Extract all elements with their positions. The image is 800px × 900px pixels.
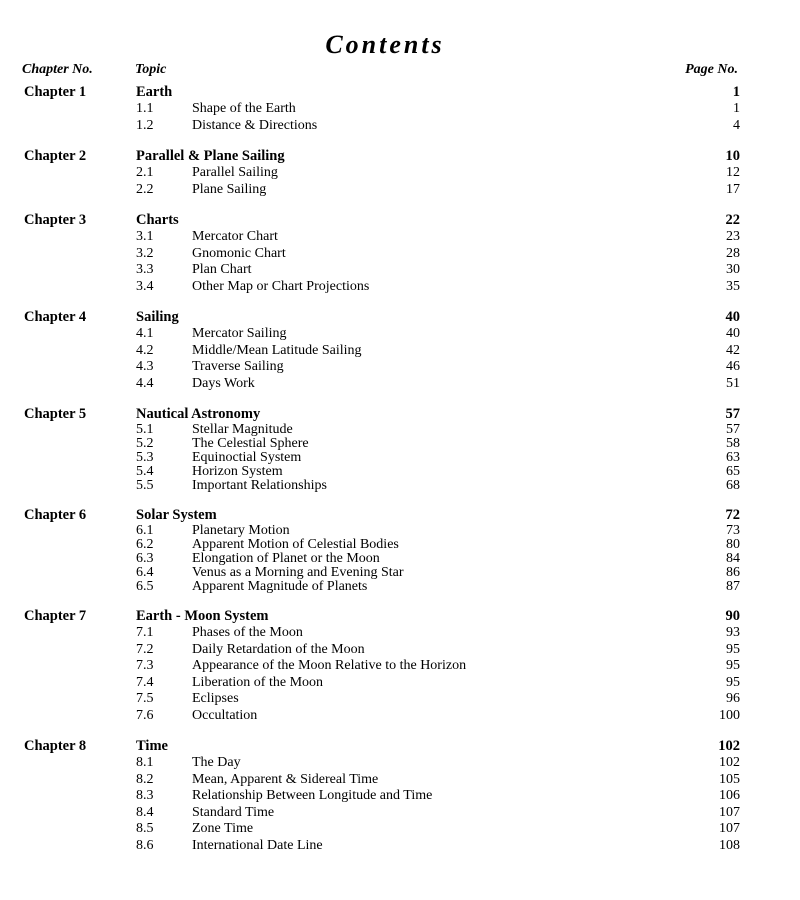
chapter-label: Chapter 3 [24,212,87,228]
section-title: Apparent Magnitude of Planets [192,579,368,594]
section-title: Appearance of the Moon Relative to the Horizon [192,658,467,673]
section-row[interactable] [0,229,800,246]
section-page: 73 [726,523,740,538]
section-page: 84 [726,551,740,566]
chapter-label: Chapter 4 [24,309,87,325]
section-page: 93 [726,625,740,640]
section-row[interactable] [0,538,800,552]
chapter-label: Chapter 5 [24,406,87,422]
chapter-title: Earth - Moon System [136,608,269,624]
section-title: Gnomonic Chart [192,245,286,261]
section-row[interactable] [0,675,800,692]
section-title: Mercator Chart [192,229,278,244]
section-row[interactable] [0,326,800,343]
chapter-block [0,608,800,724]
section-number: 3.1 [136,229,154,244]
section-title: Middle/Mean Latitude Sailing [192,342,362,358]
section-row[interactable] [0,838,800,855]
chapter-block [0,148,800,198]
section-page: 4 [733,117,740,133]
topic-header: Topic [135,62,167,77]
section-number: 6.4 [136,565,154,580]
section-row[interactable] [0,479,800,493]
chapter-label: Chapter 6 [24,507,87,523]
section-title: Important Relationships [192,478,327,493]
section-title: Venus as a Morning and Evening Star [192,565,404,580]
section-title: Mean, Apparent & Sidereal Time [192,771,379,787]
section-title: Equinoctial System [192,450,302,465]
chapter-page: 90 [725,608,740,624]
section-number: 4.3 [136,359,154,374]
section-page: 106 [719,788,740,803]
chapter-block [0,738,800,854]
section-number: 1.2 [136,117,154,133]
section-title: Daily Retardation of the Moon [192,641,365,657]
section-page: 95 [726,674,740,690]
section-number: 8.3 [136,788,154,803]
section-row[interactable] [0,101,800,118]
section-page: 107 [719,821,740,836]
chapter-page: 10 [725,148,740,164]
chapter-block [0,212,800,295]
chapter-row[interactable] [0,148,800,165]
section-page: 80 [726,537,740,552]
section-page: 68 [726,478,740,493]
section-title: The Celestial Sphere [192,436,309,451]
section-row[interactable] [0,755,800,772]
section-number: 8.4 [136,804,154,820]
section-number: 8.5 [136,821,154,836]
section-row[interactable] [0,359,800,376]
section-title: Horizon System [192,464,283,479]
section-row[interactable] [0,524,800,538]
section-title: Parallel Sailing [192,165,278,180]
chapter-block [0,406,800,493]
section-row[interactable] [0,772,800,789]
page-title: Contents [325,30,445,59]
section-number: 7.5 [136,691,154,706]
chapter-label: Chapter 7 [24,608,87,624]
section-page: 65 [726,464,740,479]
section-title: Stellar Magnitude [192,422,293,437]
section-row[interactable] [0,279,800,296]
chapter-label: Chapter 1 [24,84,87,100]
section-row[interactable] [0,437,800,451]
section-page: 57 [726,422,740,437]
section-row[interactable] [0,465,800,479]
chapter-row[interactable] [0,309,800,326]
section-row[interactable] [0,165,800,182]
chapter-label: Chapter 2 [24,148,87,164]
section-page: 40 [726,326,740,341]
section-number: 4.2 [136,342,154,358]
chapter-page: 57 [725,406,740,422]
section-number: 4.4 [136,375,154,391]
chapter-row[interactable] [0,738,800,755]
section-page: 35 [726,278,740,294]
section-page: 100 [719,707,740,723]
section-number: 4.1 [136,326,154,341]
section-title: Days Work [192,375,255,391]
section-page: 107 [719,804,740,820]
section-row[interactable] [0,642,800,659]
section-row[interactable] [0,246,800,263]
section-title: Standard Time [192,804,275,820]
section-number: 5.5 [136,478,154,493]
section-page: 108 [719,837,740,853]
section-number: 8.2 [136,771,154,787]
section-row[interactable] [0,343,800,360]
section-page: 12 [726,165,740,180]
section-number: 7.1 [136,625,154,640]
section-row[interactable] [0,821,800,838]
section-page: 17 [726,181,740,197]
chapter-no-header: Chapter No. [22,62,93,77]
section-page: 46 [726,359,740,374]
section-number: 1.1 [136,101,154,116]
section-title: Plane Sailing [192,181,267,197]
section-number: 7.2 [136,641,154,657]
section-number: 6.1 [136,523,154,538]
section-number: 6.3 [136,551,154,566]
chapter-label: Chapter 8 [24,738,87,754]
chapter-block [0,507,800,594]
chapter-title: Nautical Astronomy [136,406,261,422]
section-title: Traverse Sailing [192,359,284,374]
section-row[interactable] [0,376,800,393]
section-number: 7.6 [136,707,154,723]
section-number: 5.2 [136,436,154,451]
section-title: Other Map or Chart Projections [192,278,370,294]
section-title: International Date Line [192,837,323,853]
section-number: 5.4 [136,464,154,479]
chapter-title: Parallel & Plane Sailing [136,148,285,164]
section-number: 2.2 [136,181,154,197]
section-page: 30 [726,262,740,277]
section-page: 87 [726,579,740,594]
chapter-page: 1 [732,84,740,100]
chapter-row[interactable] [0,507,800,524]
chapter-page: 102 [718,738,740,754]
section-row[interactable] [0,708,800,725]
section-row[interactable] [0,552,800,566]
section-number: 3.3 [136,262,154,277]
chapter-block [0,309,800,392]
section-row[interactable] [0,580,800,594]
section-number: 8.1 [136,755,154,770]
chapter-title: Sailing [136,309,179,325]
section-number: 3.4 [136,278,154,294]
section-title: Apparent Motion of Celestial Bodies [192,537,399,552]
chapter-page: 40 [725,309,740,325]
section-title: Elongation of Planet or the Moon [192,551,380,566]
section-page: 95 [726,641,740,657]
section-number: 6.5 [136,579,154,594]
chapter-title: Earth [136,84,173,100]
section-title: Liberation of the Moon [192,674,324,690]
section-row[interactable] [0,262,800,279]
section-number: 6.2 [136,537,154,552]
section-page: 102 [719,755,740,770]
section-page: 1 [733,101,740,116]
section-title: Phases of the Moon [192,625,303,640]
section-row[interactable] [0,451,800,465]
section-row[interactable] [0,691,800,708]
section-title: Planetary Motion [192,523,290,538]
chapter-title: Charts [136,212,179,228]
section-title: Plan Chart [192,262,252,277]
table-of-contents [0,84,800,868]
chapter-row[interactable] [0,212,800,229]
chapter-page: 72 [725,507,740,523]
section-row[interactable] [0,118,800,135]
section-page: 51 [726,375,740,391]
section-page: 96 [726,691,740,706]
section-number: 5.3 [136,450,154,465]
section-page: 28 [726,245,740,261]
section-title: Shape of the Earth [192,101,296,116]
section-number: 7.4 [136,674,154,690]
page-no-header: Page No. [685,62,738,77]
section-page: 58 [726,436,740,451]
section-row[interactable] [0,423,800,437]
section-title: Relationship Between Longitude and Time [192,788,433,803]
section-number: 7.3 [136,658,154,673]
section-row[interactable] [0,182,800,199]
chapter-title: Solar System [136,507,217,523]
section-title: Occultation [192,707,258,723]
section-number: 2.1 [136,165,154,180]
chapter-row[interactable] [0,84,800,101]
section-row[interactable] [0,805,800,822]
section-title: Distance & Directions [192,117,318,133]
section-page: 105 [719,771,740,787]
section-row[interactable] [0,625,800,642]
chapter-row[interactable] [0,608,800,625]
section-number: 8.6 [136,837,154,853]
section-page: 23 [726,229,740,244]
section-number: 5.1 [136,422,154,437]
chapter-row[interactable] [0,406,800,423]
section-row[interactable] [0,566,800,580]
section-title: The Day [192,755,241,770]
section-row[interactable] [0,788,800,805]
section-page: 95 [726,658,740,673]
section-page: 63 [726,450,740,465]
section-row[interactable] [0,658,800,675]
chapter-block [0,84,800,134]
section-page: 42 [726,342,740,358]
section-title: Eclipses [192,691,239,706]
chapter-page: 22 [725,212,740,228]
section-page: 86 [726,565,740,580]
section-number: 3.2 [136,245,154,261]
section-title: Mercator Sailing [192,326,287,341]
section-title: Zone Time [192,821,254,836]
chapter-title: Time [136,738,168,754]
